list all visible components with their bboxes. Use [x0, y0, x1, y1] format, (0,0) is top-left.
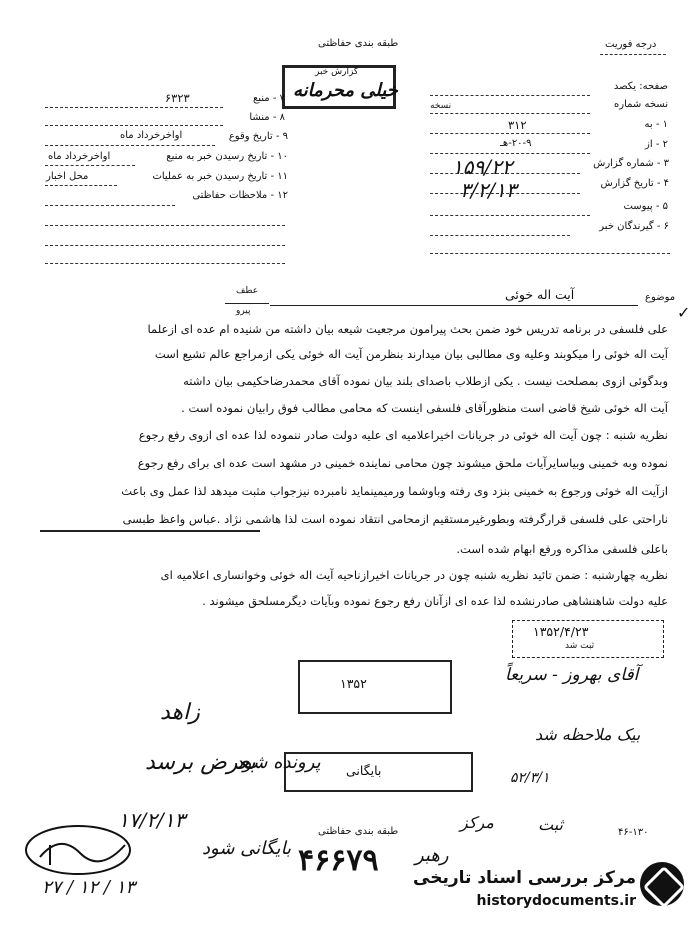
- date-stamp-value: ۱۳۵۲/۴/۲۳: [533, 624, 589, 639]
- side-note-line: [225, 303, 269, 304]
- field-line: [430, 253, 670, 254]
- handwritten-date: ۵۲/۳/۱: [510, 770, 550, 786]
- check-mark-icon: ✓: [677, 303, 691, 322]
- date-stamp-sub: ثبت شد: [565, 641, 595, 651]
- field-value: اواخرخرداد ماه: [120, 130, 183, 141]
- field-line: [430, 95, 590, 96]
- field-value: اواخرخرداد ماه: [48, 151, 111, 162]
- receipt-stamp-text: ۱۳۵۲: [340, 676, 367, 691]
- body-line: وبدگوئی ازوی بمصلحت نیست . یکی ازطلاب باصدای بلند بیان نموده آقای محمدرضاحکیمی بیان داشته: [183, 374, 668, 388]
- field-line: [45, 185, 117, 186]
- field-line: [430, 133, 590, 134]
- handwritten-number: ۴۶۶۷۹: [298, 843, 379, 878]
- field-label: ۹ - تاریخ وقوع: [228, 131, 288, 142]
- field-label: صفحه: یکصد: [613, 81, 668, 92]
- classification-bottom: طبقه بندی حفاظتی: [318, 826, 399, 837]
- handwritten-date: ۲۷ / ۱۲ / ۱۳: [42, 877, 136, 898]
- field-line: [430, 215, 590, 216]
- archive-stamp-text: بایگانی: [346, 763, 382, 778]
- field-line: [45, 125, 223, 126]
- body-line: ازآیت اله خوئی ورجوع به خمینی بنزد وی رفته وباوشما ورمیمینماید نامبرده نیزجواب مثبت میدهد لذا عمل وی باعث: [121, 484, 668, 498]
- field-line: [45, 165, 135, 166]
- field-line: [45, 145, 215, 146]
- body-line: ناراحتی علی فلسفی قرارگرفته وبطورغیرمستقیم ازمحامی انتقاد نموده است لذا هاشمی نژاد .عباس واعظ طبسی: [122, 512, 668, 526]
- body-line: علی فلسفی در برنامه تدریس خود ضمن بحث پیرامون مرجعیت شیعه بیان داشته من شنیده ام عده ای ازعلما: [147, 322, 668, 336]
- field-line: [45, 225, 285, 226]
- body-line: نظریه چهارشنبه : ضمن تائید نظریه شنبه چون در جریانات اخیرازناحیه آیت اله خوئی وخوانساری اعلامیه ای: [160, 568, 668, 582]
- report-type-label: گزارش خبر: [315, 67, 359, 77]
- handwritten-signature: زاهد: [160, 700, 200, 725]
- field-line: [430, 173, 580, 174]
- priority-line: [600, 54, 666, 55]
- body-line: نظریه شنبه : چون آیت اله خوئی در جریانات اخیراعلامیه ای علیه دولت صادر ننموده لذا عده ای ازوی رفع رجوع: [138, 428, 668, 442]
- field-value: ۲۰-۹-هـ: [500, 138, 532, 149]
- field-label: ۷ - منبع: [252, 93, 285, 104]
- archive-logo-icon: [640, 862, 684, 906]
- field-label: ۸ - منشا: [249, 112, 285, 123]
- field-line: [430, 193, 580, 194]
- field-line: [430, 153, 590, 154]
- handwritten-date: ۱۷/۲/۱۳: [118, 808, 186, 832]
- field-label: ۱ - به: [644, 119, 668, 130]
- priority-label: درجه فوریت: [605, 39, 657, 50]
- form-code: ۴۶-۱۳۰: [618, 827, 649, 838]
- field-line: [430, 113, 590, 114]
- body-line: آیت اله خوئی شیخ قاضی است منظورآقای فلسفی اینست که محامی مطالب فوق رابیان نموده است .: [181, 401, 668, 415]
- handwritten-classification: خیلی محرمانه: [293, 80, 398, 101]
- handwritten-note: بعرض برسد: [145, 750, 256, 775]
- field-label: ۱۰ - تاریخ رسیدن خبر به منبع: [166, 151, 288, 162]
- handwritten-note: پرونده شود: [235, 752, 321, 773]
- handwritten-note: رهبر: [415, 845, 449, 866]
- field-value-handwritten: ۱۵۹/۲۲: [452, 155, 513, 179]
- field-value: محل اخبار: [46, 171, 89, 182]
- signature-scribble: [20, 815, 135, 885]
- field-label: ۲ - از: [645, 139, 668, 150]
- body-line: نموده وبه خمینی وبیاسایرآیات ملحق میشوند چون محامی نماینده خمینی در مشهد است عده ای برای رفع رجوع: [137, 456, 668, 470]
- handwritten-note: مرکز: [460, 813, 494, 832]
- field-value: ۶۳۲۳: [165, 91, 190, 105]
- field-label: نسخه شماره: [614, 99, 668, 110]
- field-label: ۳ - شماره گزارش: [593, 158, 669, 169]
- body-line: باعلی فلسفی مذاکره ورفع ابهام شده است.: [456, 542, 668, 556]
- field-label: ۴ - تاریخ گزارش: [600, 178, 669, 189]
- field-value: ۳۱۲: [508, 118, 527, 132]
- handwritten-note: ثبت: [538, 815, 563, 834]
- subject-label: موضوع: [645, 292, 676, 303]
- field-line: [45, 263, 285, 264]
- subject-underline: [270, 305, 638, 306]
- date-stamp: [512, 620, 664, 658]
- receipt-stamp: [298, 660, 452, 714]
- handwritten-note: بایگانی شود: [202, 838, 292, 859]
- classification-stamp: [282, 65, 396, 109]
- body-line: علیه دولت شاهنشاهی صادرنشده لذا عده ای ازآنان رفع رجوع نموده وبآیات دیگرمسلحق میشوند .: [202, 594, 668, 608]
- field-line: [45, 205, 175, 206]
- field-label: ۱۱ - تاریخ رسیدن خبر به عملیات: [152, 171, 288, 182]
- side-note-atf: عطف: [236, 286, 259, 296]
- watermark-title: مرکز بررسی اسناد تاریخی: [413, 868, 636, 888]
- field-label: ۱۲ - ملاحظات حفاظتی: [192, 190, 288, 201]
- handwritten-note: بیک ملاحظه شد: [535, 725, 641, 744]
- classification-top: طبقه بندی حفاظتی: [318, 38, 399, 49]
- watermark-url: historydocuments.ir: [476, 893, 636, 909]
- handwritten-note: آقای بهروز - سریعاً: [505, 665, 639, 685]
- underline-stroke: [40, 530, 260, 532]
- field-label: ۶ - گیرندگان خبر: [599, 221, 669, 232]
- field-label: ۵ - پیوست: [623, 201, 668, 212]
- field-line: [45, 107, 223, 108]
- subject-value: آیت اله خوئی: [505, 287, 575, 302]
- field-value: نسخه: [430, 101, 452, 111]
- body-line: آیت اله خوئی را میکوبند وعلیه وی مطالبی بیان میدارند بنظرمن آیت اله خوئی یکی ازمراجع عالم تشیع است: [154, 347, 668, 361]
- field-line: [430, 235, 570, 236]
- side-note-peiro: پیرو: [236, 306, 251, 316]
- field-value-handwritten: ۳/۲/۱۳: [460, 178, 517, 202]
- field-line: [45, 245, 285, 246]
